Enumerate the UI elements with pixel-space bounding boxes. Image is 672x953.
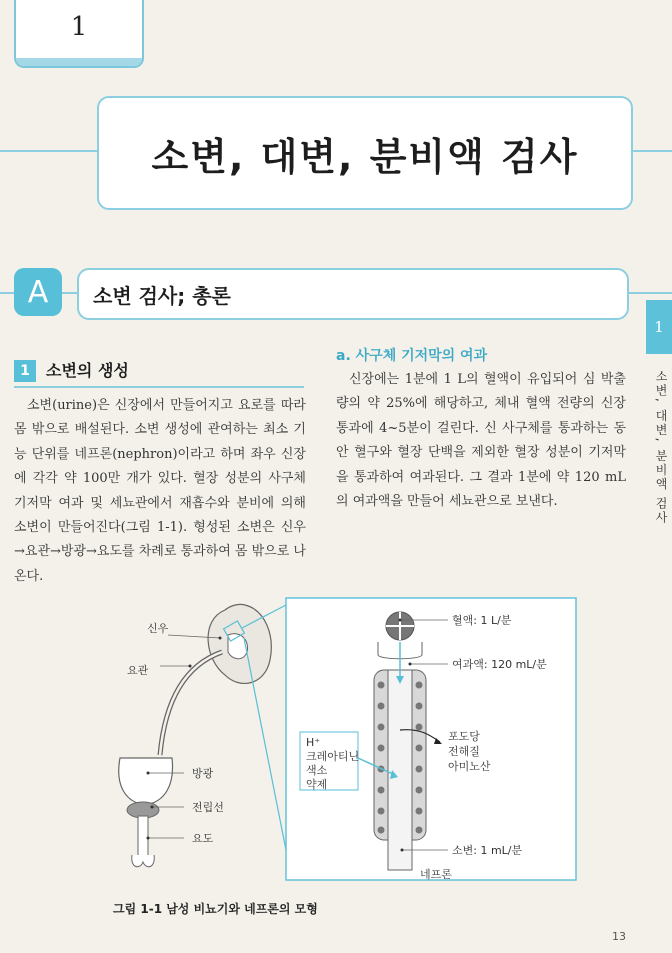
label-filtrate: 여과액: 120 mL/분 <box>452 658 547 671</box>
left-paragraph <box>14 394 306 589</box>
label-urethra: 요도 <box>192 832 214 845</box>
right-paragraph <box>336 368 626 514</box>
label-nephron: 네프론 <box>420 868 452 881</box>
side-chapter-tab: 1 <box>646 300 672 354</box>
label-ureter: 요관 <box>127 664 149 677</box>
chapter-tab-band <box>16 58 142 66</box>
page-number: 13 <box>612 930 626 943</box>
figure-caption: 그림 1-1 남성 비뇨기와 네프론의 모형 <box>113 902 318 916</box>
label-secrete-3: 약제 <box>306 778 328 791</box>
urethra <box>138 816 148 856</box>
chapter-tab <box>14 0 144 68</box>
label-bladder: 방광 <box>192 767 214 780</box>
label-reabsorb-2: 아미노산 <box>448 760 491 773</box>
chapter-title: 소변, 대변, 분비액 검사 <box>151 134 579 179</box>
label-secrete-0: H⁺ <box>306 736 321 749</box>
subsection-underline <box>14 386 304 388</box>
label-prostate: 전립선 <box>192 801 224 814</box>
chapter-number: 1 <box>70 12 88 42</box>
bladder <box>119 758 173 805</box>
section-title-box <box>77 268 629 320</box>
left-paragraph-text: 소변(urine)은 신장에서 만들어지고 요로를 따라 몸 밖으로 배설된다. 소변 생성에 관여하는 최소 기능 단위를 네프론(nephron)이라고 하며 좌우 신장에 각각 약 100만 개가 있다. 혈장 성분의 사구체 기저막 여과 및 세뇨관에서 재흡수와 분비에 의해 소변이 만들어진다(그림 1-1). 형성된 소변은 신우→요관→방광→요도를 차례로 통과하여 몸 밖으로 나온다. <box>14 398 306 584</box>
section-title: 소변 검사; 총론 <box>93 283 231 308</box>
right-paragraph-text: 신장에는 1분에 1 L의 혈액이 유입되어 심 박출량의 약 25%에 해당하고, 체내 혈액 전량의 신장 통과에 4~5분이 걸린다. 신 사구체를 통과하는 동안 혈구와 혈장 단백을 제외한 혈장 성분이 기저막을 통과하여 여과된다. 그 결과 1분에 약 120 mL의 여과액을 만들어 세뇨관으로 보낸다. <box>336 372 626 510</box>
ureter <box>160 652 222 755</box>
label-blood: 혈액: 1 L/분 <box>452 614 512 627</box>
label-reabsorb-1: 전해질 <box>448 745 480 758</box>
label-reabsorb-0: 포도당 <box>448 730 480 743</box>
subsection-number: 1 <box>14 360 36 382</box>
subsection-a-title: a. 사구체 기저막의 여과 <box>336 348 488 364</box>
subsection-title: 소변의 생성 <box>46 361 129 380</box>
label-secrete-1: 크레아티닌 <box>306 750 360 763</box>
subsection-heading <box>14 358 304 384</box>
label-urine: 소변: 1 mL/분 <box>452 844 523 857</box>
urinary-nephron-figure <box>0 580 672 910</box>
section-badge: A <box>14 268 62 316</box>
side-chapter-text: 소변, 대변, 분비액 검사 <box>654 370 668 526</box>
chapter-title-box <box>97 96 633 210</box>
label-pelvis: 신우 <box>147 622 169 635</box>
label-secrete-2: 색소 <box>306 764 328 777</box>
